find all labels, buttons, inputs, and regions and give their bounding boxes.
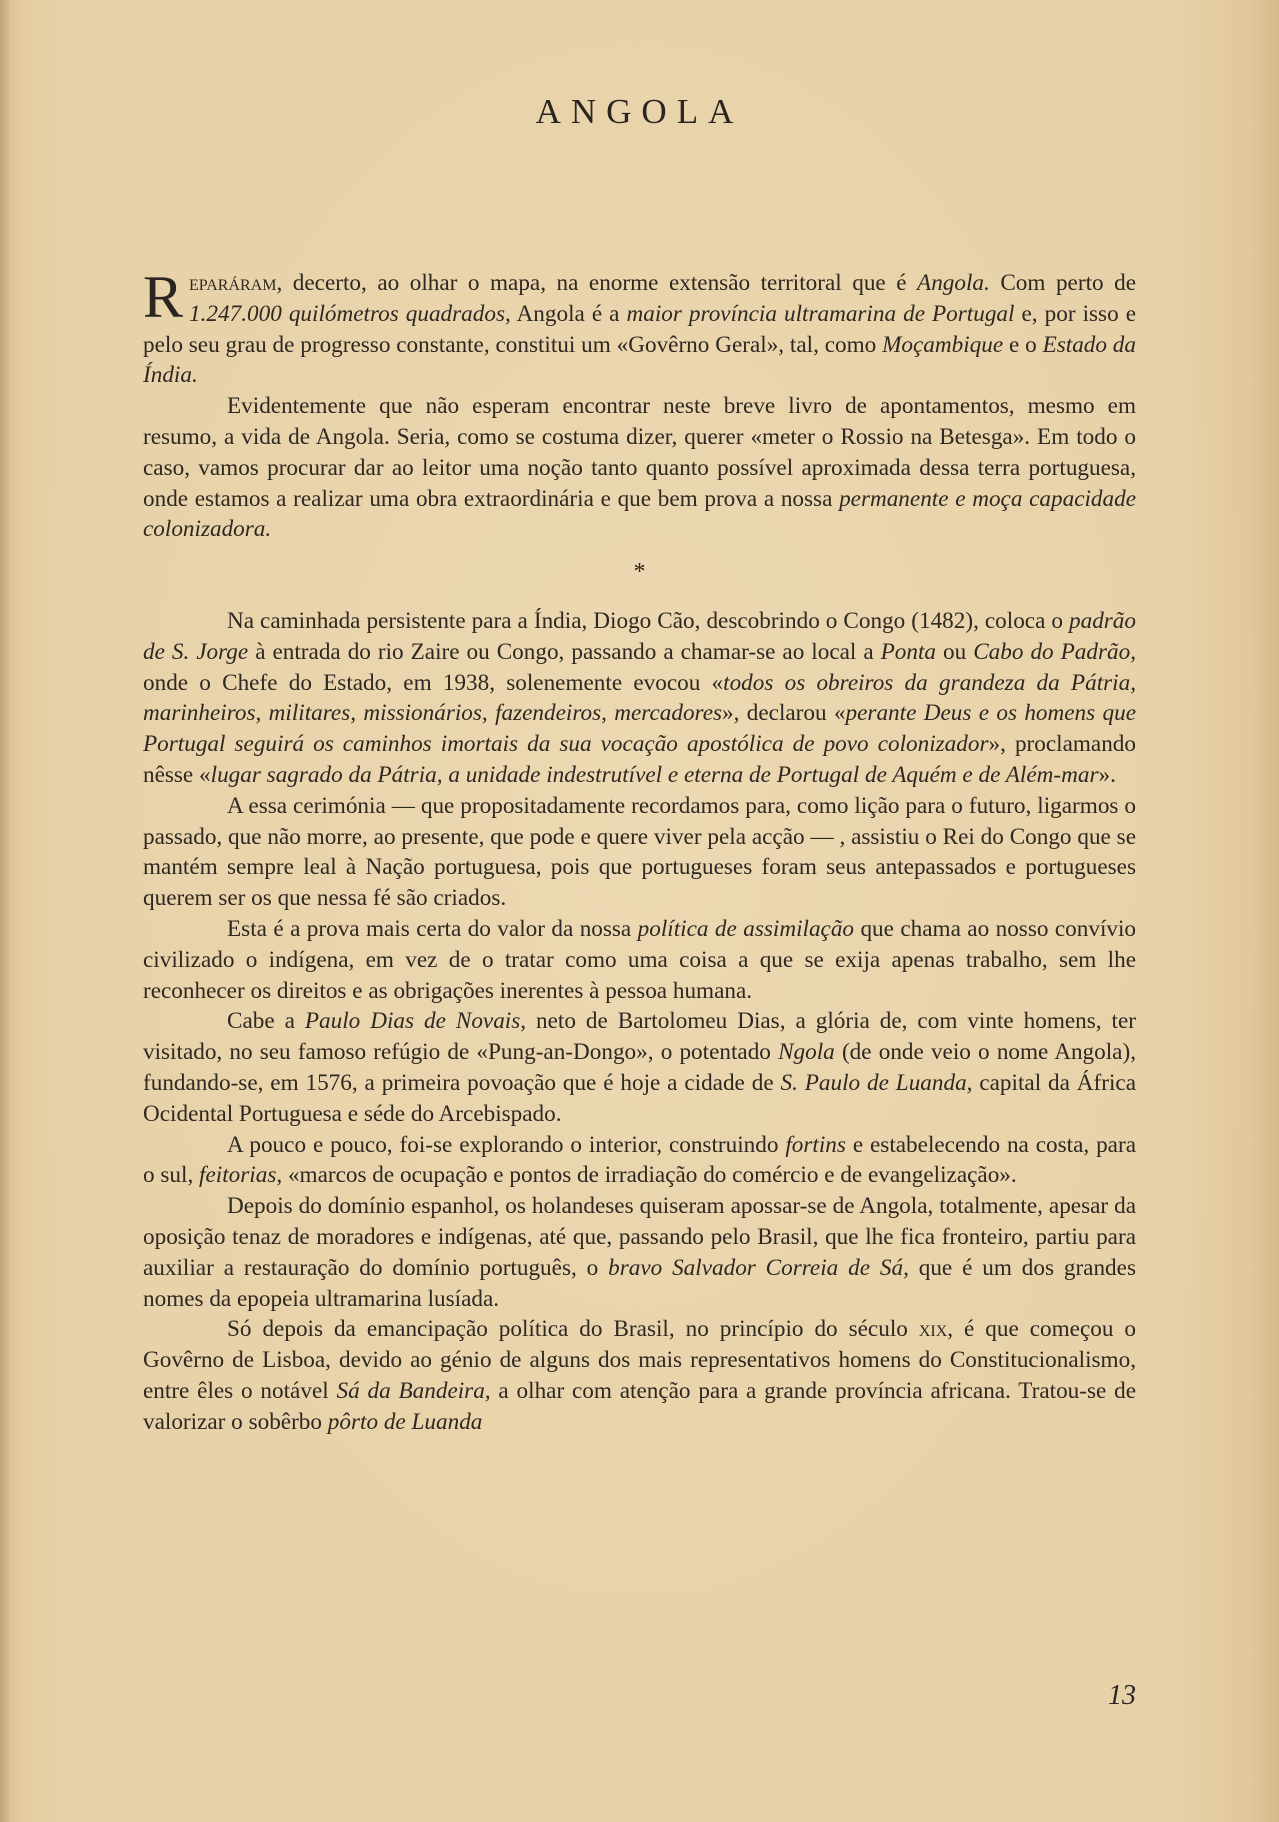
text-run: Depois do domínio espanhol, os holandeses quiseram apossar-se de Angola, totalmente, apesar da oposição tenaz de moradores e indígenas, até que, passando pelo Brasil, que lhe fica fronteiro, partiu para auxiliar a restauração do domínio português, o (143, 1193, 1136, 1281)
section-separator: * (633, 559, 646, 586)
text-run: ». (1098, 761, 1116, 788)
italic-run: política de assimilação (637, 915, 855, 942)
paragraph-5 (143, 914, 1136, 1006)
paragraph-3 (143, 606, 1136, 791)
text-run: que é um dos grandes nomes da epopeia ultramarina lusíada. (143, 1254, 1136, 1312)
text-run: «marcos de ocupação e pontos de irradiação do comércio e de evangelização». (282, 1162, 1017, 1189)
paragraph-2 (143, 391, 1136, 545)
text-run: A pouco e pouco, foi-se explorando o interior, construindo (227, 1131, 786, 1158)
italic-run: Cabo do Padrão, (973, 638, 1136, 665)
paragraph-1 (143, 264, 1137, 391)
text-run: à entrada do rio Zaire ou Congo, passando a chamar-se ao local a (248, 638, 881, 665)
text-run: Só depois da emancipação política do Brasil, no princípio do século (227, 1316, 919, 1343)
text-run: », proclamando nêsse « (143, 731, 1136, 788)
italic-run: Estado da Índia. (143, 331, 1136, 389)
paragraph-4: A essa cerimónia — que propositadamente recordamos para, como lição para o futuro, ligarmos o passado, que não morre, ao presente, que pode e quere viver pela acção — , assistiu o Rei do Congo que se mantém sempre leal à Nação portuguesa, pois que portugueses foram seus antepassados e portugueses querem ser os que nessa fé são criados. (143, 792, 1136, 912)
text-run: Evidentemente que não esperam encontrar neste breve livro de apontamentos, mesmo em resumo, a vida de Angola. Seria, como se costuma dizer, querer «meter o Rossio na Betesga». Em todo o caso, vamos procurar dar ao leitor uma noção tanto quanto possível aproximada dessa terra portuguesa, onde estamos a realizar uma obra extraordinária e que bem prova a nossa (143, 393, 1136, 512)
text-run: ou (936, 638, 974, 665)
italic-run: Ponta (880, 638, 937, 665)
italic-run: pôrto de Luanda (327, 1408, 483, 1435)
text-run: Na caminhada persistente para a Índia, Diogo Cão, descobrindo o Congo (1482), coloca o (227, 607, 1069, 634)
italic-run: bravo Salvador Correia de Sá, (608, 1254, 909, 1281)
paragraph-6 (143, 1006, 1136, 1129)
italic-run: padrão de S. Jorge (143, 607, 1136, 665)
paragraph-9 (143, 1314, 1136, 1437)
italic-run: fortins (785, 1131, 846, 1158)
body-text (143, 264, 1137, 1437)
text-run: decerto, ao olhar o mapa, na enorme extensão territoral que é (282, 270, 918, 296)
italic-run: maior província ultramarina de Portugal (626, 300, 1015, 327)
page-title: ANGOLA (535, 92, 744, 131)
italic-run: todos os obreiros da grandeza da Pátria, marinheiros, militares, missionários, fazendeiros, mercadores (143, 669, 1136, 727)
text-run: Angola é a (510, 300, 627, 327)
century-numeral: xix (918, 1316, 948, 1343)
italic-run: 1.247.000 quilómetros quadrados, (189, 300, 511, 327)
text-run: Esta é a prova mais certa do valor da nossa (227, 915, 638, 942)
text-run: que chama ao nosso convívio civilizado o indígena, em vez de o tratar como uma coisa a que se exija apenas trabalho, sem lhe reconhecer os direitos e as obrigações inerentes à pessoa humana. (143, 915, 1137, 1004)
italic-run: lugar sagrado da Pátria, a unidade indestrutível e eterna de Portugal de Aquém e de Além-mar (210, 761, 1099, 788)
italic-run: Angola. (917, 270, 990, 296)
text-run: neto de Bartolomeu Dias, a glória de, com vinte homens, ter visitado, no seu famoso refúgio de «Pung-an-Dongo», o potentado (143, 1008, 1136, 1066)
italic-run: Ngola (778, 1039, 835, 1066)
text-run: Cabe a (227, 1008, 305, 1035)
text-run: e estabelecendo na costa, para o sul, (143, 1131, 1136, 1189)
italic-run: S. Paulo de Luanda, (780, 1069, 973, 1096)
italic-run: feitorias, (199, 1162, 283, 1189)
page-binding-edge (0, 0, 10, 1822)
drop-cap: R (143, 264, 184, 330)
text-run: e o (1003, 331, 1043, 358)
text-run: (de onde veio o nome Angola), fundando-se, em 1576, a primeira povoação que é hoje a cidade de (143, 1039, 1136, 1096)
paragraph-7 (143, 1130, 1136, 1192)
paragraph-8 (143, 1191, 1136, 1314)
text-run: capital da África Ocidental Portuguesa e séde do Arcebispado. (143, 1069, 1136, 1127)
opening-word: eparáram, (189, 270, 283, 296)
italic-run: permanente e moça capacidade colonizadora. (143, 485, 1137, 543)
text-run: », declarou « (722, 700, 846, 727)
italic-run: Paulo Dias de Novais, (304, 1008, 527, 1035)
text-run: e, por isso e pelo seu grau de progresso constante, constitui um «Govêrno Geral», tal, como (143, 300, 1136, 358)
text-run: onde o Chefe do Estado, em 1938, solenemente evocou « (143, 669, 724, 696)
text-run: , é que começou o Govêrno de Lisboa, devido ao génio de alguns dos mais representativos homens do Constitucionalismo, entre êles o notável (143, 1316, 1136, 1404)
italic-run: perante Deus e os homens que Portugal seguirá os caminhos imortais da sua vocação apostólica de povo colonizador (143, 700, 1137, 758)
italic-run: Sá da Bandeira, (336, 1377, 491, 1404)
page-number: 13 (1108, 1680, 1136, 1711)
text-run: Com perto de (989, 270, 1137, 296)
italic-run: Moçambique (882, 331, 1004, 358)
text-run: a olhar com atenção para a grande província africana. Tratou-se de valorizar o sobêrbo (143, 1377, 1137, 1435)
